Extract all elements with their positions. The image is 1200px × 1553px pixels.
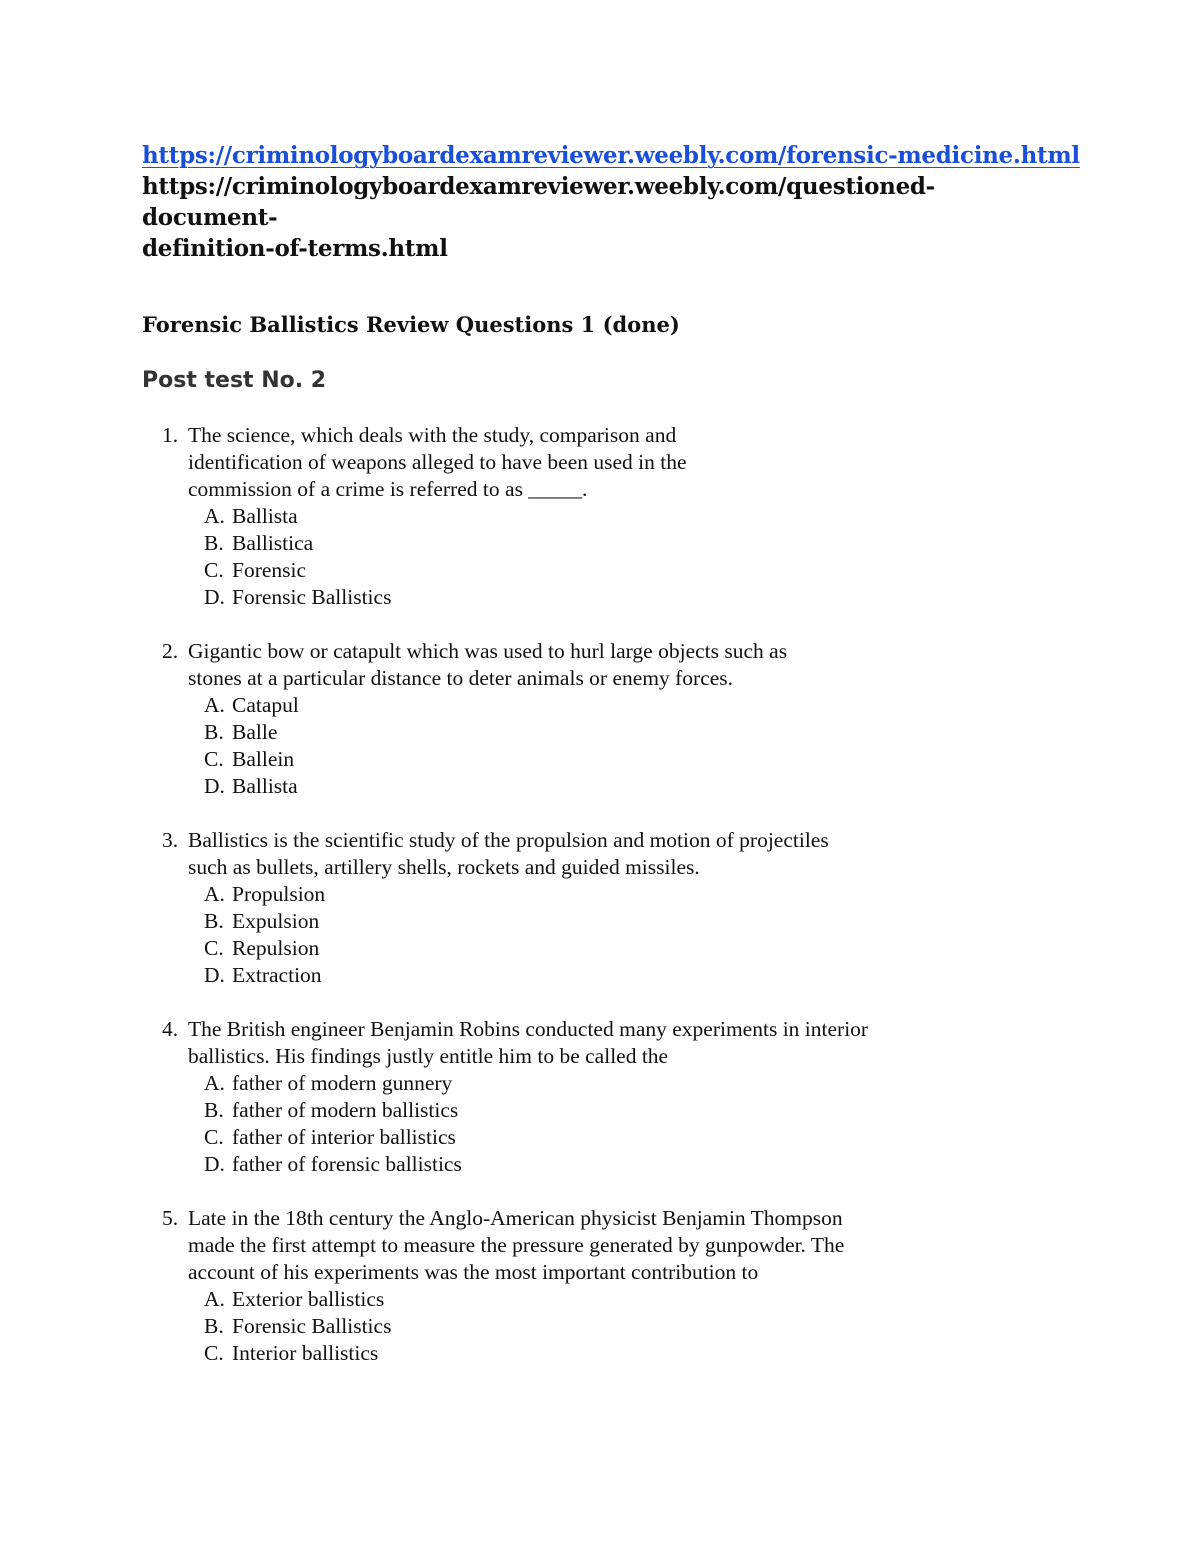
document-page xyxy=(142,140,1102,1394)
question-list xyxy=(142,422,1102,1367)
questioned-document-url xyxy=(142,171,1042,264)
question-number: 2. xyxy=(162,639,179,663)
choice-a xyxy=(204,881,848,908)
choice-text: Forensic Ballistics xyxy=(232,585,392,609)
choice-letter: D. xyxy=(204,963,225,987)
choice-letter: A. xyxy=(204,504,225,528)
choice-text: Ballista xyxy=(232,774,298,798)
choice-c xyxy=(204,557,778,584)
choice-text: Propulsion xyxy=(232,882,326,906)
choice-c xyxy=(204,746,828,773)
choice-letter: A. xyxy=(204,1071,225,1095)
choice-text: Balle xyxy=(232,720,278,744)
choice-d xyxy=(204,584,778,611)
choice-letter: D. xyxy=(204,774,225,798)
choice-a xyxy=(204,1286,868,1313)
choice-list xyxy=(188,1070,888,1178)
choice-letter: C. xyxy=(204,936,224,960)
question-4 xyxy=(142,1016,888,1178)
question-number: 4. xyxy=(162,1017,179,1041)
choice-letter: B. xyxy=(204,720,224,744)
question-number: 1. xyxy=(162,423,179,447)
question-number: 3. xyxy=(162,828,179,852)
choice-c xyxy=(204,1124,888,1151)
choice-letter: C. xyxy=(204,1125,224,1149)
question-number: 5. xyxy=(162,1206,179,1230)
choice-a xyxy=(204,692,828,719)
choice-letter: B. xyxy=(204,1098,224,1122)
choice-c xyxy=(204,1340,868,1367)
choice-text: Extraction xyxy=(232,963,322,987)
choice-text: father of forensic ballistics xyxy=(232,1152,462,1176)
forensic-medicine-link[interactable]: https://criminologyboardexamreviewer.weebly.com/forensic-medicine.html xyxy=(142,142,1080,169)
choice-text: Interior ballistics xyxy=(232,1341,379,1365)
choice-list xyxy=(188,881,848,989)
choice-text: Forensic Ballistics xyxy=(232,1314,392,1338)
choice-letter: D. xyxy=(204,585,225,609)
choice-text: Exterior ballistics xyxy=(232,1287,385,1311)
choice-letter: A. xyxy=(204,693,225,717)
choice-text: Ballista xyxy=(232,504,298,528)
choice-list xyxy=(188,503,778,611)
question-1 xyxy=(142,422,778,611)
choice-text: Catapul xyxy=(232,693,299,717)
choice-letter: D. xyxy=(204,1152,225,1176)
choice-c xyxy=(204,935,848,962)
question-2 xyxy=(142,638,828,800)
choice-d xyxy=(204,773,828,800)
choice-text: father of modern gunnery xyxy=(232,1071,453,1095)
choice-letter: A. xyxy=(204,882,225,906)
choice-letter: C. xyxy=(204,558,224,582)
choice-b xyxy=(204,1313,868,1340)
question-5 xyxy=(142,1205,868,1367)
choice-text: Forensic xyxy=(232,558,307,582)
choice-letter: A. xyxy=(204,1287,225,1311)
choice-letter: B. xyxy=(204,1314,224,1338)
choice-list xyxy=(188,1286,868,1367)
choice-text: Ballein xyxy=(232,747,295,771)
question-text: The science, which deals with the study, comparison and identification of weapons alleged to have been used in the commission of a crime is referred to as _____. xyxy=(188,423,687,501)
choice-b xyxy=(204,908,848,935)
choice-list xyxy=(188,692,828,800)
choice-text: Expulsion xyxy=(232,909,320,933)
choice-letter: B. xyxy=(204,909,224,933)
choice-a xyxy=(204,503,778,530)
choice-text: Ballistica xyxy=(232,531,314,555)
questioned-document-url-line2: definition-of-terms.html xyxy=(142,235,448,262)
choice-b xyxy=(204,1097,888,1124)
choice-letter: C. xyxy=(204,1341,224,1365)
question-text: The British engineer Benjamin Robins conducted many experiments in interior ballistics. His findings justly entitle him to be called the xyxy=(188,1017,869,1068)
questioned-document-url-line1: https://criminologyboardexamreviewer.weebly.com/questioned-document- xyxy=(142,173,935,231)
question-text: Late in the 18th century the Anglo-American physicist Benjamin Thompson made the first attempt to measure the pressure generated by gunpowder. The account of his experiments was the most important contribution to xyxy=(188,1206,845,1284)
choice-text: father of modern ballistics xyxy=(232,1098,459,1122)
choice-d xyxy=(204,1151,888,1178)
choice-letter: B. xyxy=(204,531,224,555)
choice-d xyxy=(204,962,848,989)
choice-text: father of interior ballistics xyxy=(232,1125,456,1149)
question-text: Ballistics is the scientific study of the propulsion and motion of projectiles such as bullets, artillery shells, rockets and guided missiles. xyxy=(188,828,829,879)
choice-b xyxy=(204,530,778,557)
question-3 xyxy=(142,827,848,989)
choice-text: Repulsion xyxy=(232,936,320,960)
choice-a xyxy=(204,1070,888,1097)
choice-letter: C. xyxy=(204,747,224,771)
post-test-label: Post test No. 2 xyxy=(142,368,327,393)
question-text: Gigantic bow or catapult which was used to hurl large objects such as stones at a particular distance to deter animals or enemy forces. xyxy=(188,639,788,690)
page-title: Forensic Ballistics Review Questions 1 (done) xyxy=(142,312,680,337)
choice-b xyxy=(204,719,828,746)
